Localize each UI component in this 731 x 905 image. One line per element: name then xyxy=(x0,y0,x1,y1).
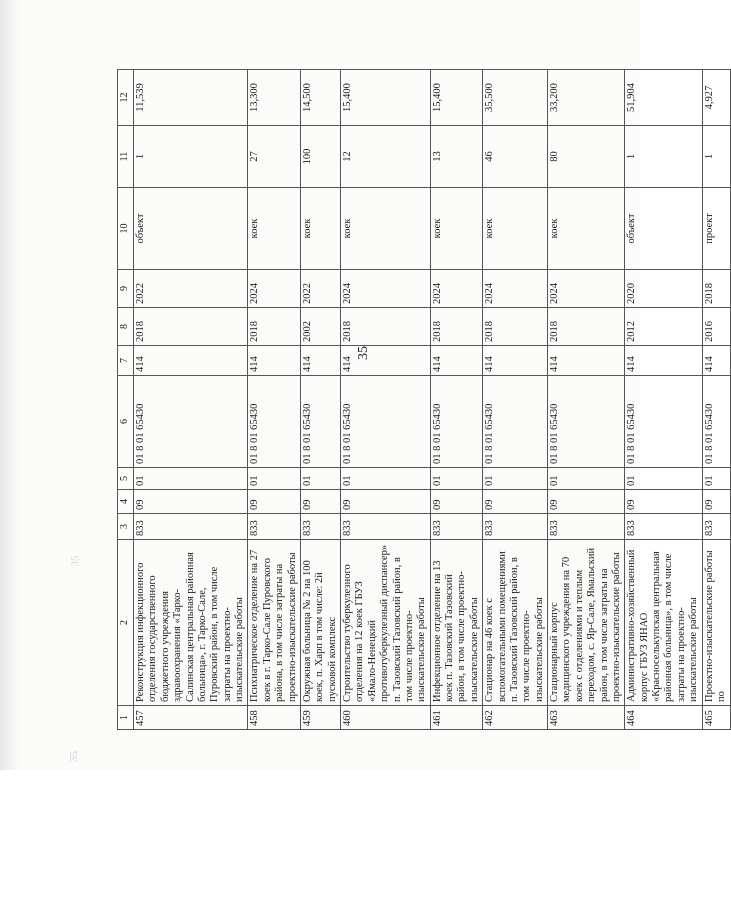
amount-cell: 35,500 xyxy=(483,70,548,126)
code-expense-type-cell: 414 xyxy=(134,346,248,376)
code-section-cell: 09 xyxy=(248,490,301,514)
header-cell: 4 xyxy=(118,490,134,514)
start-year-cell: 2018 xyxy=(341,308,431,346)
capacity-value-cell: 12 xyxy=(341,126,431,188)
end-year-cell: 2024 xyxy=(341,270,431,308)
code-section-cell: 09 xyxy=(430,490,483,514)
amount-cell: 15,400 xyxy=(430,70,483,126)
code-subsection-cell: 01 xyxy=(430,468,483,490)
header-cell: 7 xyxy=(118,346,134,376)
code-target-article-cell: 01 8 01 65430 xyxy=(300,376,340,468)
code-subsection-cell: 01 xyxy=(702,468,730,490)
capacity-value-cell: 46 xyxy=(483,126,548,188)
header-cell: 8 xyxy=(118,308,134,346)
bleed-through-margin-number: 35 xyxy=(68,751,80,762)
code-subsection-cell: 01 xyxy=(248,468,301,490)
amount-cell: 14,500 xyxy=(300,70,340,126)
header-cell: 2 xyxy=(118,540,134,706)
code-subsection-cell: 01 xyxy=(625,468,702,490)
code-expense-type-cell: 414 xyxy=(300,346,340,376)
table-header-row xyxy=(118,70,134,730)
object-name-cell: Реконструкция инфекционного отделения государственного бюджетного учреждения здравоохранения «Тарко-Салинская центральная районная больница», г. Тарко-Сале, Пуровский район, в том числе затраты на проектно-изыскательские работы xyxy=(134,540,248,706)
row-number-cell: 460 xyxy=(341,706,431,730)
code-section-cell: 09 xyxy=(483,490,548,514)
amount-cell: 51,904 xyxy=(625,70,702,126)
header-cell: 6 xyxy=(118,376,134,468)
start-year-cell: 2018 xyxy=(430,308,483,346)
row-number-cell: 459 xyxy=(300,706,340,730)
code-subsection-cell: 01 xyxy=(548,468,625,490)
capacity-value-cell: 1 xyxy=(134,126,248,188)
object-name-cell: Инфекционное отделение на 13 коек п. Тазовский Тазовский район, в том числе проектно-изыскательские работы xyxy=(430,540,483,706)
row-number-cell: 463 xyxy=(548,706,625,730)
object-name-cell: Стационарный корпус медицинского учреждения на 70 коек с отделениями и теплым переходом, с. Яр-Сале, Ямальский район, в том числе затраты на проектно-изыскательские работы xyxy=(548,540,625,706)
amount-cell: 11,539 xyxy=(134,70,248,126)
end-year-cell: 2024 xyxy=(430,270,483,308)
code-grbs-cell: 833 xyxy=(341,514,431,540)
table-row xyxy=(300,70,340,730)
start-year-cell: 2018 xyxy=(548,308,625,346)
capacity-unit-cell: коек xyxy=(341,188,431,270)
capacity-value-cell: 27 xyxy=(248,126,301,188)
object-name-cell: Строительство туберкулезного отделения на 12 коек ГБУЗ «Ямало-Ненецкий противотуберкулезный диспансер» п. Тазовский Тазовский район, в том числе проектно-изыскательские работы xyxy=(341,540,431,706)
code-section-cell: 09 xyxy=(300,490,340,514)
code-target-article-cell: 01 8 01 65430 xyxy=(430,376,483,468)
start-year-cell: 2018 xyxy=(483,308,548,346)
start-year-cell: 2018 xyxy=(248,308,301,346)
object-name-cell: Проектно-изыскательские работы по xyxy=(702,540,730,706)
code-target-article-cell: 01 8 01 65430 xyxy=(341,376,431,468)
header-cell: 11 xyxy=(118,126,134,188)
capacity-unit-cell: коек xyxy=(248,188,301,270)
object-name-cell: Стационар на 46 коек с вспомогательными помещениями п. Тазовский Тазовский район, в том числе проектно-изыскательские работы xyxy=(483,540,548,706)
object-name-cell: Административно-хозяйственный корпус ГБУЗ ЯНАО «Красноселькупская центральная районная больница», в том числе затраты на проектно-изыскательские работы xyxy=(625,540,702,706)
code-grbs-cell: 833 xyxy=(483,514,548,540)
capacity-unit-cell: коек xyxy=(483,188,548,270)
budget-table xyxy=(117,69,731,730)
code-grbs-cell: 833 xyxy=(134,514,248,540)
code-target-article-cell: 01 8 01 65430 xyxy=(702,376,730,468)
capacity-value-cell: 80 xyxy=(548,126,625,188)
table-row xyxy=(702,70,730,730)
header-cell: 1 xyxy=(118,706,134,730)
capacity-unit-cell: объект xyxy=(625,188,702,270)
code-section-cell: 09 xyxy=(548,490,625,514)
code-subsection-cell: 01 xyxy=(483,468,548,490)
header-cell: 5 xyxy=(118,468,134,490)
code-expense-type-cell: 414 xyxy=(248,346,301,376)
capacity-unit-cell: объект xyxy=(134,188,248,270)
code-expense-type-cell: 414 xyxy=(483,346,548,376)
row-number-cell: 464 xyxy=(625,706,702,730)
code-section-cell: 09 xyxy=(625,490,702,514)
row-number-cell: 465 xyxy=(702,706,730,730)
object-name-cell: Окружная больница № 2 на 100 коек, п. Харп в том числе: 2й пусковой комплекс xyxy=(300,540,340,706)
end-year-cell: 2022 xyxy=(134,270,248,308)
rotated-table-container xyxy=(117,70,727,730)
object-name-cell: Психиатрическое отделение на 27 коек в г. Тарко-Сале Пуровского района, в том числе затраты на проектно-изыскательские работы xyxy=(248,540,301,706)
code-grbs-cell: 833 xyxy=(625,514,702,540)
capacity-value-cell: 1 xyxy=(702,126,730,188)
page-number: 35 xyxy=(356,346,371,360)
code-section-cell: 09 xyxy=(341,490,431,514)
code-target-article-cell: 01 8 01 65430 xyxy=(548,376,625,468)
code-grbs-cell: 833 xyxy=(300,514,340,540)
amount-cell: 4,927 xyxy=(702,70,730,126)
code-expense-type-cell: 414 xyxy=(548,346,625,376)
table-row xyxy=(548,70,625,730)
code-target-article-cell: 01 8 01 65430 xyxy=(483,376,548,468)
code-target-article-cell: 01 8 01 65430 xyxy=(134,376,248,468)
start-year-cell: 2018 xyxy=(134,308,248,346)
capacity-unit-cell: коек xyxy=(430,188,483,270)
table-row xyxy=(625,70,702,730)
table-row xyxy=(341,70,431,730)
scan-shadow-edge xyxy=(0,0,20,770)
row-number-cell: 458 xyxy=(248,706,301,730)
amount-cell: 15,400 xyxy=(341,70,431,126)
end-year-cell: 2024 xyxy=(248,270,301,308)
code-subsection-cell: 01 xyxy=(300,468,340,490)
row-number-cell: 461 xyxy=(430,706,483,730)
row-number-cell: 457 xyxy=(134,706,248,730)
amount-cell: 13,300 xyxy=(248,70,301,126)
code-expense-type-cell: 414 xyxy=(625,346,702,376)
code-grbs-cell: 833 xyxy=(248,514,301,540)
bleed-through-page-number: 35 xyxy=(69,555,82,567)
code-expense-type-cell: 414 xyxy=(341,346,431,376)
code-subsection-cell: 01 xyxy=(341,468,431,490)
capacity-unit-cell: коек xyxy=(548,188,625,270)
end-year-cell: 2024 xyxy=(483,270,548,308)
code-target-article-cell: 01 8 01 65430 xyxy=(625,376,702,468)
header-cell: 12 xyxy=(118,70,134,126)
code-section-cell: 09 xyxy=(134,490,248,514)
capacity-unit-cell: проект xyxy=(702,188,730,270)
header-cell: 3 xyxy=(118,514,134,540)
code-expense-type-cell: 414 xyxy=(430,346,483,376)
code-grbs-cell: 833 xyxy=(702,514,730,540)
end-year-cell: 2022 xyxy=(300,270,340,308)
capacity-value-cell: 13 xyxy=(430,126,483,188)
end-year-cell: 2024 xyxy=(548,270,625,308)
table-row xyxy=(483,70,548,730)
capacity-unit-cell: коек xyxy=(300,188,340,270)
header-cell: 9 xyxy=(118,270,134,308)
end-year-cell: 2018 xyxy=(702,270,730,308)
code-target-article-cell: 01 8 01 65430 xyxy=(248,376,301,468)
capacity-value-cell: 1 xyxy=(625,126,702,188)
amount-cell: 33,200 xyxy=(548,70,625,126)
header-cell: 10 xyxy=(118,188,134,270)
code-subsection-cell: 01 xyxy=(134,468,248,490)
code-grbs-cell: 833 xyxy=(430,514,483,540)
start-year-cell: 2016 xyxy=(702,308,730,346)
row-number-cell: 462 xyxy=(483,706,548,730)
code-expense-type-cell: 414 xyxy=(702,346,730,376)
capacity-value-cell: 100 xyxy=(300,126,340,188)
table-row xyxy=(248,70,301,730)
table-row xyxy=(430,70,483,730)
code-section-cell: 09 xyxy=(702,490,730,514)
table-row xyxy=(134,70,248,730)
end-year-cell: 2020 xyxy=(625,270,702,308)
start-year-cell: 2012 xyxy=(625,308,702,346)
code-grbs-cell: 833 xyxy=(548,514,625,540)
start-year-cell: 2002 xyxy=(300,308,340,346)
